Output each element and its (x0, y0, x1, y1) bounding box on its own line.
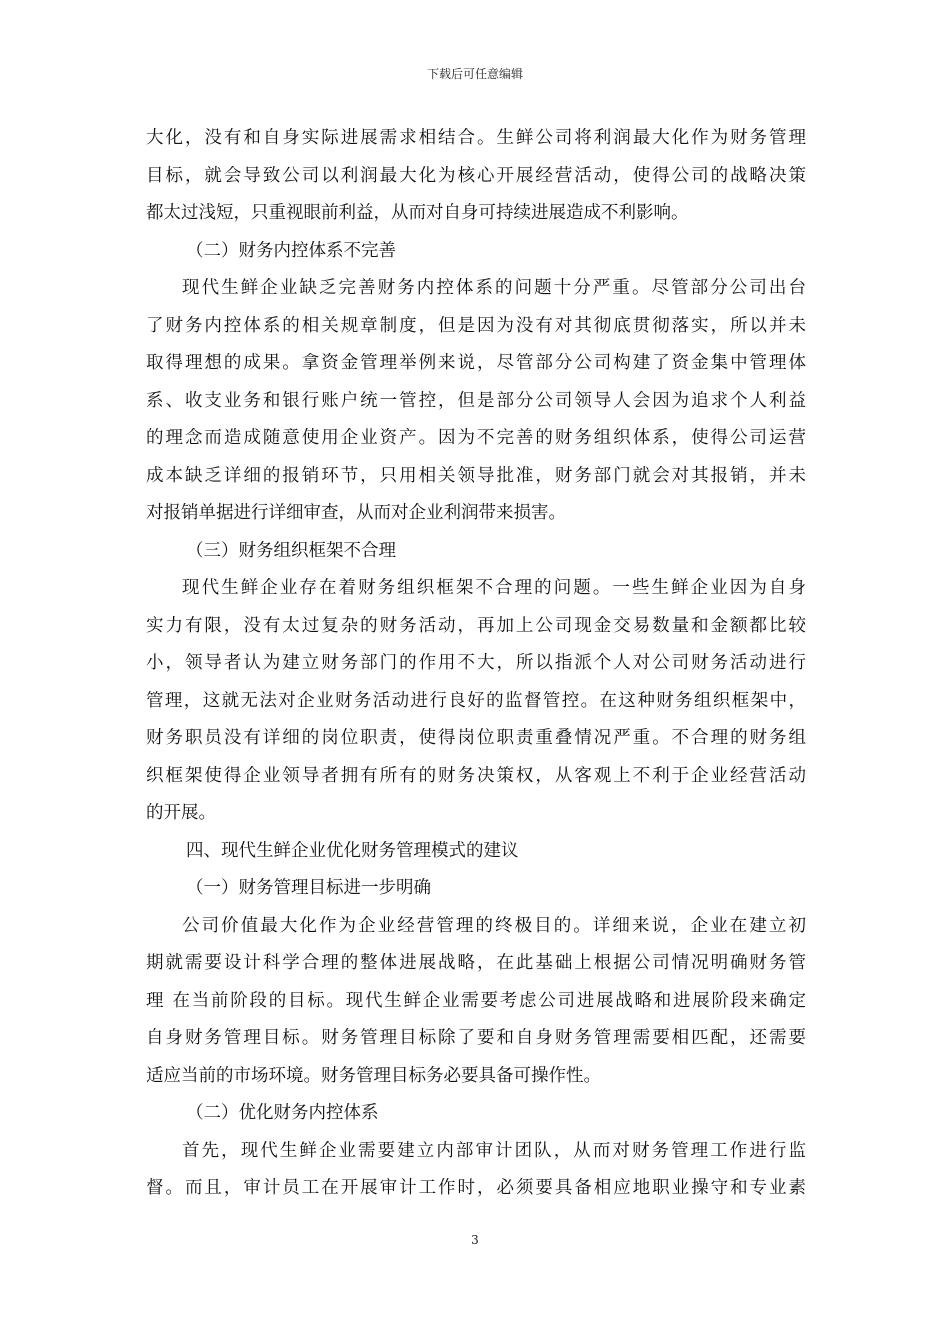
section-heading: （一）财务管理目标进一步明确 (186, 878, 431, 898)
paragraph-line: 期就需要设计科学合理的整体进展战略，在此基础上根据公司情况明确财务管 (146, 953, 806, 973)
section-heading: （三）财务组织框架不合理 (186, 540, 396, 561)
section-heading: （二）财务内控体系不完善 (186, 240, 396, 261)
paragraph-line: 都太过浅短，只重视眼前利益，从而对自身可持续进展造成不利影响。 (146, 203, 689, 223)
paragraph-line: 理 在当前阶段的目标。现代生鲜企业需要考虑公司进展战略和进展阶段来确定 (146, 990, 806, 1011)
page-number: 3 (471, 1233, 479, 1247)
paragraph-line: 管理，这就无法对企业财务活动进行良好的监督管控。在这种财务组织框架中， (146, 690, 806, 711)
paragraph-line: 取得理想的成果。拿资金管理举例来说，尽管部分公司构建了资金集中管理体 (146, 353, 806, 373)
paragraph-line: 成本缺乏详细的报销环节，只用相关领导批准，财务部门就会对其报销，并未 (146, 465, 806, 486)
paragraph-line: 的理念而造成随意使用企业资产。因为不完善的财务组织体系，使得公司运营 (146, 428, 806, 448)
paragraph-line: 大化，没有和自身实际进展需求相结合。生鲜公司将利润最大化作为财务管理 (146, 128, 806, 148)
paragraph-line: 现代生鲜企业缺乏完善财务内控体系的问题十分严重。尽管部分公司出台 (182, 278, 806, 298)
paragraph-line: 织框架使得企业领导者拥有所有的财务决策权，从客观上不利于企业经营活动 (146, 765, 806, 786)
page-header: 下载后可任意编辑 (426, 67, 523, 81)
paragraph-line: 实力有限，没有太过复杂的财务活动，再加上公司现金交易数量和金额都比较 (146, 615, 806, 636)
document-body (146, 120, 806, 1208)
paragraph-line: 系、收支业务和银行账户统一管控，但是部分公司领导人会因为追求个人利益 (146, 390, 806, 411)
paragraph-line: 首先，现代生鲜企业需要建立内部审计团队，从而对财务管理工作进行监 (182, 1140, 806, 1161)
paragraph-line: 了财务内控体系的相关规章制度，但是因为没有对其彻底贯彻落实，所以并未 (146, 315, 806, 336)
paragraph-line: 公司价值最大化作为企业经营管理的终极目的。详细来说，企业在建立初 (182, 915, 806, 936)
paragraph-line: 目标，就会导致公司以利润最大化为核心开展经营活动，使得公司的战略决策 (146, 165, 806, 186)
chapter-heading: 四、现代生鲜企业优化财务管理模式的建议 (186, 840, 519, 861)
paragraph-line: 财务职员没有详细的岗位职责，使得岗位职责重叠情况严重。不合理的财务组 (146, 728, 806, 748)
paragraph-line: 的开展。 (146, 803, 216, 823)
paragraph-line: 自身财务管理目标。财务管理目标除了要和自身财务管理需要相匹配，还需要 (146, 1028, 806, 1048)
paragraph-line: 小，领导者认为建立财务部门的作用不大，所以指派个人对公司财务活动进行 (146, 653, 806, 673)
paragraph-line: 督。而且，审计员工在开展审计工作时，必须要具备相应地职业操守和专业素 (146, 1178, 806, 1198)
paragraph-line: 适应当前的市场环境。财务管理目标务必要具备可操作性。 (146, 1065, 601, 1086)
paragraph-line: 现代生鲜企业存在着财务组织框架不合理的问题。一些生鲜企业因为自身 (182, 578, 806, 598)
section-heading: （二）优化财务内控体系 (186, 1103, 379, 1123)
paragraph-line: 对报销单据进行详细审查，从而对企业利润带来损害。 (146, 503, 566, 523)
